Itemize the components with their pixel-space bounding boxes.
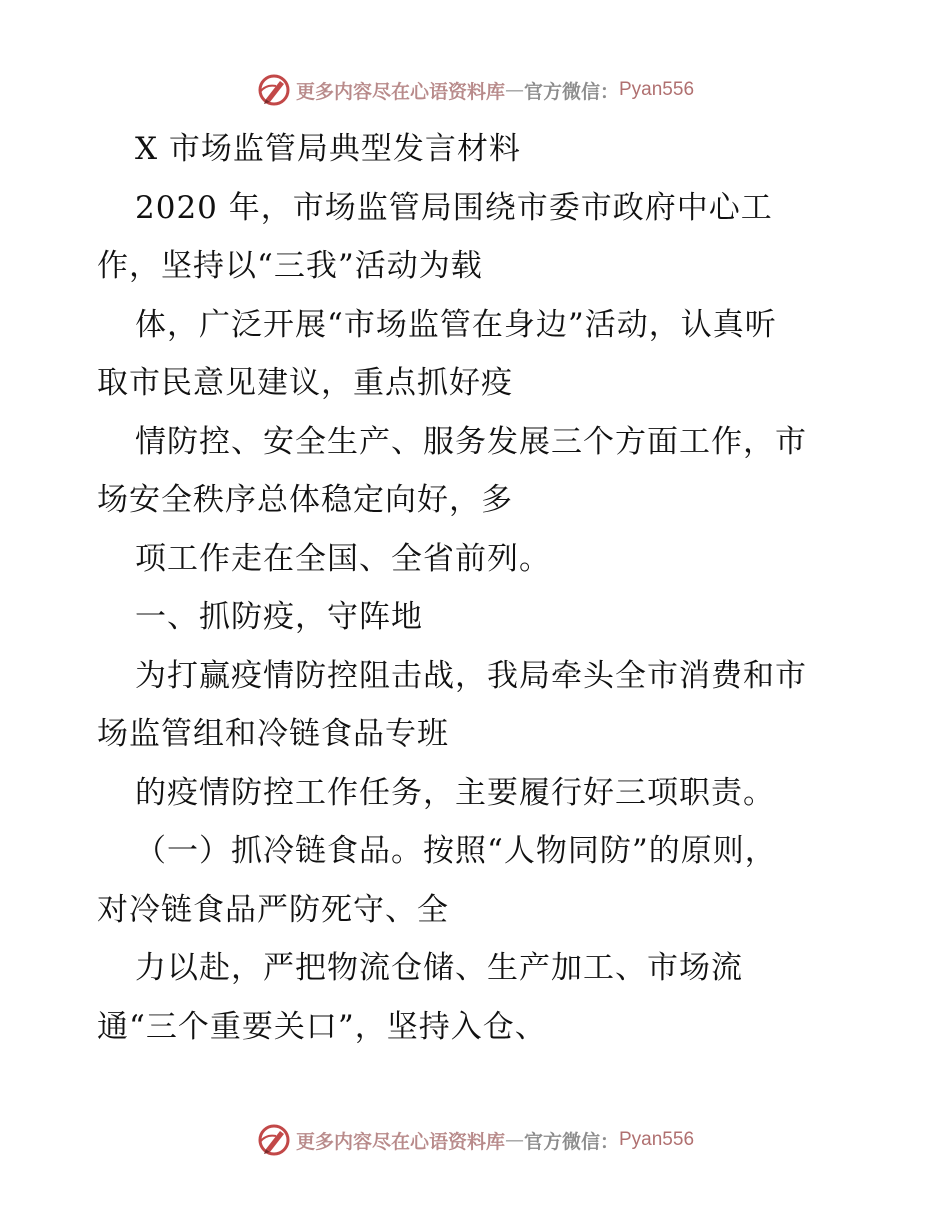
header-banner — [0, 70, 950, 110]
doc-line: （一）抓冷链食品。按照“人物同防”的原则， — [135, 833, 777, 869]
footer-banner — [0, 1120, 950, 1160]
banner-wechat-id: Pyan556 — [619, 79, 695, 100]
doc-line: 作，坚持以“三我”活动为载 — [97, 248, 483, 284]
doc-line: 场监管组和冷链食品专班 — [97, 716, 449, 752]
doc-line: 通“三个重要关口”，坚持入仓、 — [97, 1008, 547, 1045]
doc-line: 对冷链食品严防死守、全 — [97, 891, 449, 928]
section-heading: 一、抓防疫，守阵地 — [135, 599, 423, 635]
doc-line: 为打赢疫情防控阻击战，我局牵头全市消费和市 — [135, 657, 807, 694]
document-body — [97, 120, 857, 1056]
pen-circle-logo-icon — [256, 72, 292, 108]
doc-line: 场安全秩序总体稳定向好，多 — [97, 482, 513, 518]
banner-main-text: 更多内容尽在心语资料库 — [295, 80, 505, 103]
doc-line: 体，广泛开展“市场监管在身边”活动，认真听 — [135, 306, 777, 343]
doc-title: X 市场监管局典型发言材料 — [135, 131, 521, 167]
doc-line: 2020 年，市场监管局围绕市委市政府中心工 — [135, 189, 773, 226]
doc-line: 力以赴，严把物流仓储、生产加工、市场流 — [135, 950, 743, 986]
doc-line: 情防控、安全生产、服务发展三个方面工作，市 — [135, 423, 807, 460]
banner-wechat-id: Pyan556 — [619, 1129, 695, 1150]
banner-separator: — — [504, 79, 524, 101]
banner-wechat-label: 官方微信： — [523, 80, 619, 103]
banner-wechat-label: 官方微信： — [523, 1130, 619, 1153]
doc-line: 的疫情防控工作任务，主要履行好三项职责。 — [135, 774, 775, 811]
doc-line: 取市民意见建议，重点抓好疫 — [97, 365, 513, 401]
banner-main-text: 更多内容尽在心语资料库 — [295, 1130, 505, 1153]
banner-separator: — — [504, 1129, 524, 1151]
pen-circle-logo-icon — [256, 1122, 292, 1158]
doc-line: 项工作走在全国、全省前列。 — [135, 540, 551, 577]
